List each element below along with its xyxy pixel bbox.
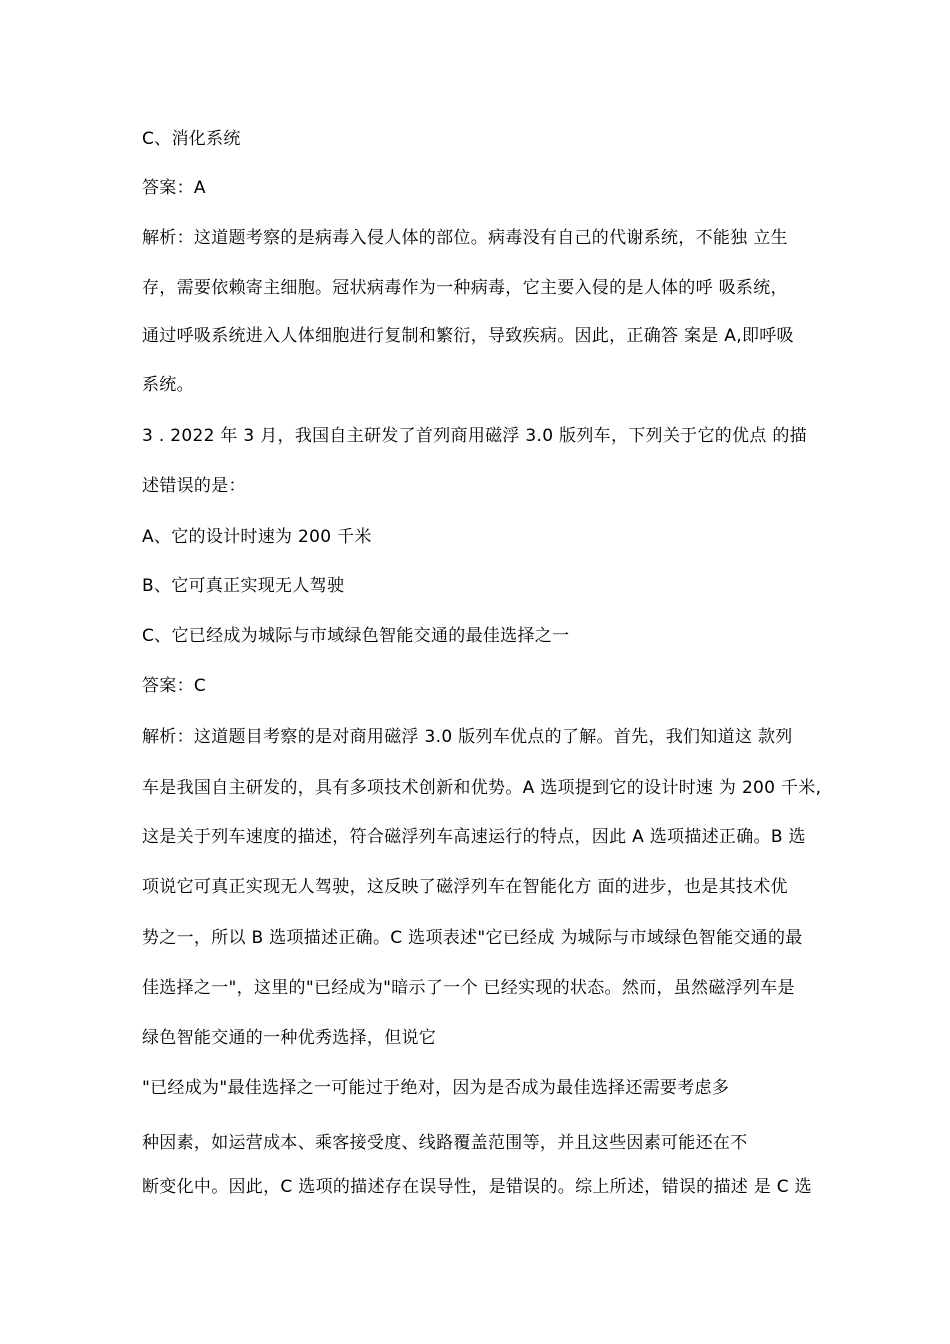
question-3-line-2: 述错误的是： — [142, 476, 246, 496]
option-c: C、它已经成为城际与市域绿色智能交通的最佳选择之一 — [142, 626, 570, 646]
explanation-line-8: "已经成为"最佳选择之一可能过于绝对，因为是否成为最佳选择还需要考虑多 — [142, 1078, 730, 1098]
explanation-line-5: 势之一，所以 B 选项描述正确。C 选项表述"它已经成 为城际与市域绿色智能交通的最 — [142, 928, 803, 948]
explanation-previous-line-2: 存，需要依赖寄主细胞。冠状病毒作为一种病毒，它主要入侵的是人体的呼 吸系统， — [142, 278, 788, 298]
explanation-line-9: 种因素，如运营成本、乘客接受度、线路覆盖范围等，并且这些因素可能还在不 — [142, 1133, 748, 1153]
explanation-previous-line-4: 系统。 — [142, 375, 194, 395]
option-b: B、它可真正实现无人驾驶 — [142, 576, 345, 596]
option-c-previous: C、消化系统 — [142, 129, 241, 149]
explanation-line-1: 解析：这道题目考察的是对商用磁浮 3.0 版列车优点的了解。首先，我们知道这 款列 — [142, 727, 793, 747]
explanation-line-4: 项说它可真正实现无人驾驶，这反映了磁浮列车在智能化方 面的进步，也是其技术优 — [142, 877, 788, 897]
explanation-line-6: 佳选择之一"，这里的"已经成为"暗示了一个 已经实现的状态。然而，虽然磁浮列车是 — [142, 978, 795, 998]
explanation-line-10: 断变化中。因此，C 选项的描述存在误导性，是错误的。综上所述，错误的描述 是 C 选 — [142, 1177, 812, 1197]
explanation-line-7: 绿色智能交通的一种优秀选择，但说它 — [142, 1028, 437, 1048]
explanation-previous-line-1: 解析：这道题考察的是病毒入侵人体的部位。病毒没有自己的代谢系统，不能独 立生 — [142, 228, 788, 248]
option-a: A、它的设计时速为 200 千米 — [142, 527, 372, 547]
answer: 答案：C — [142, 676, 207, 696]
question-3-line-1: 3 . 2022 年 3 月，我国自主研发了首列商用磁浮 3.0 版列车，下列关于它的优点 的描 — [142, 426, 807, 446]
explanation-line-2: 车是我国自主研发的，具有多项技术创新和优势。A 选项提到它的设计时速 为 200 千米, — [142, 778, 822, 798]
answer-previous: 答案：A — [142, 178, 206, 198]
explanation-line-3: 这是关于列车速度的描述，符合磁浮列车高速运行的特点，因此 A 选项描述正确。B 选 — [142, 827, 806, 847]
explanation-previous-line-3: 通过呼吸系统进入人体细胞进行复制和繁衍，导致疾病。因此，正确答 案是 A,即呼吸 — [142, 326, 794, 346]
